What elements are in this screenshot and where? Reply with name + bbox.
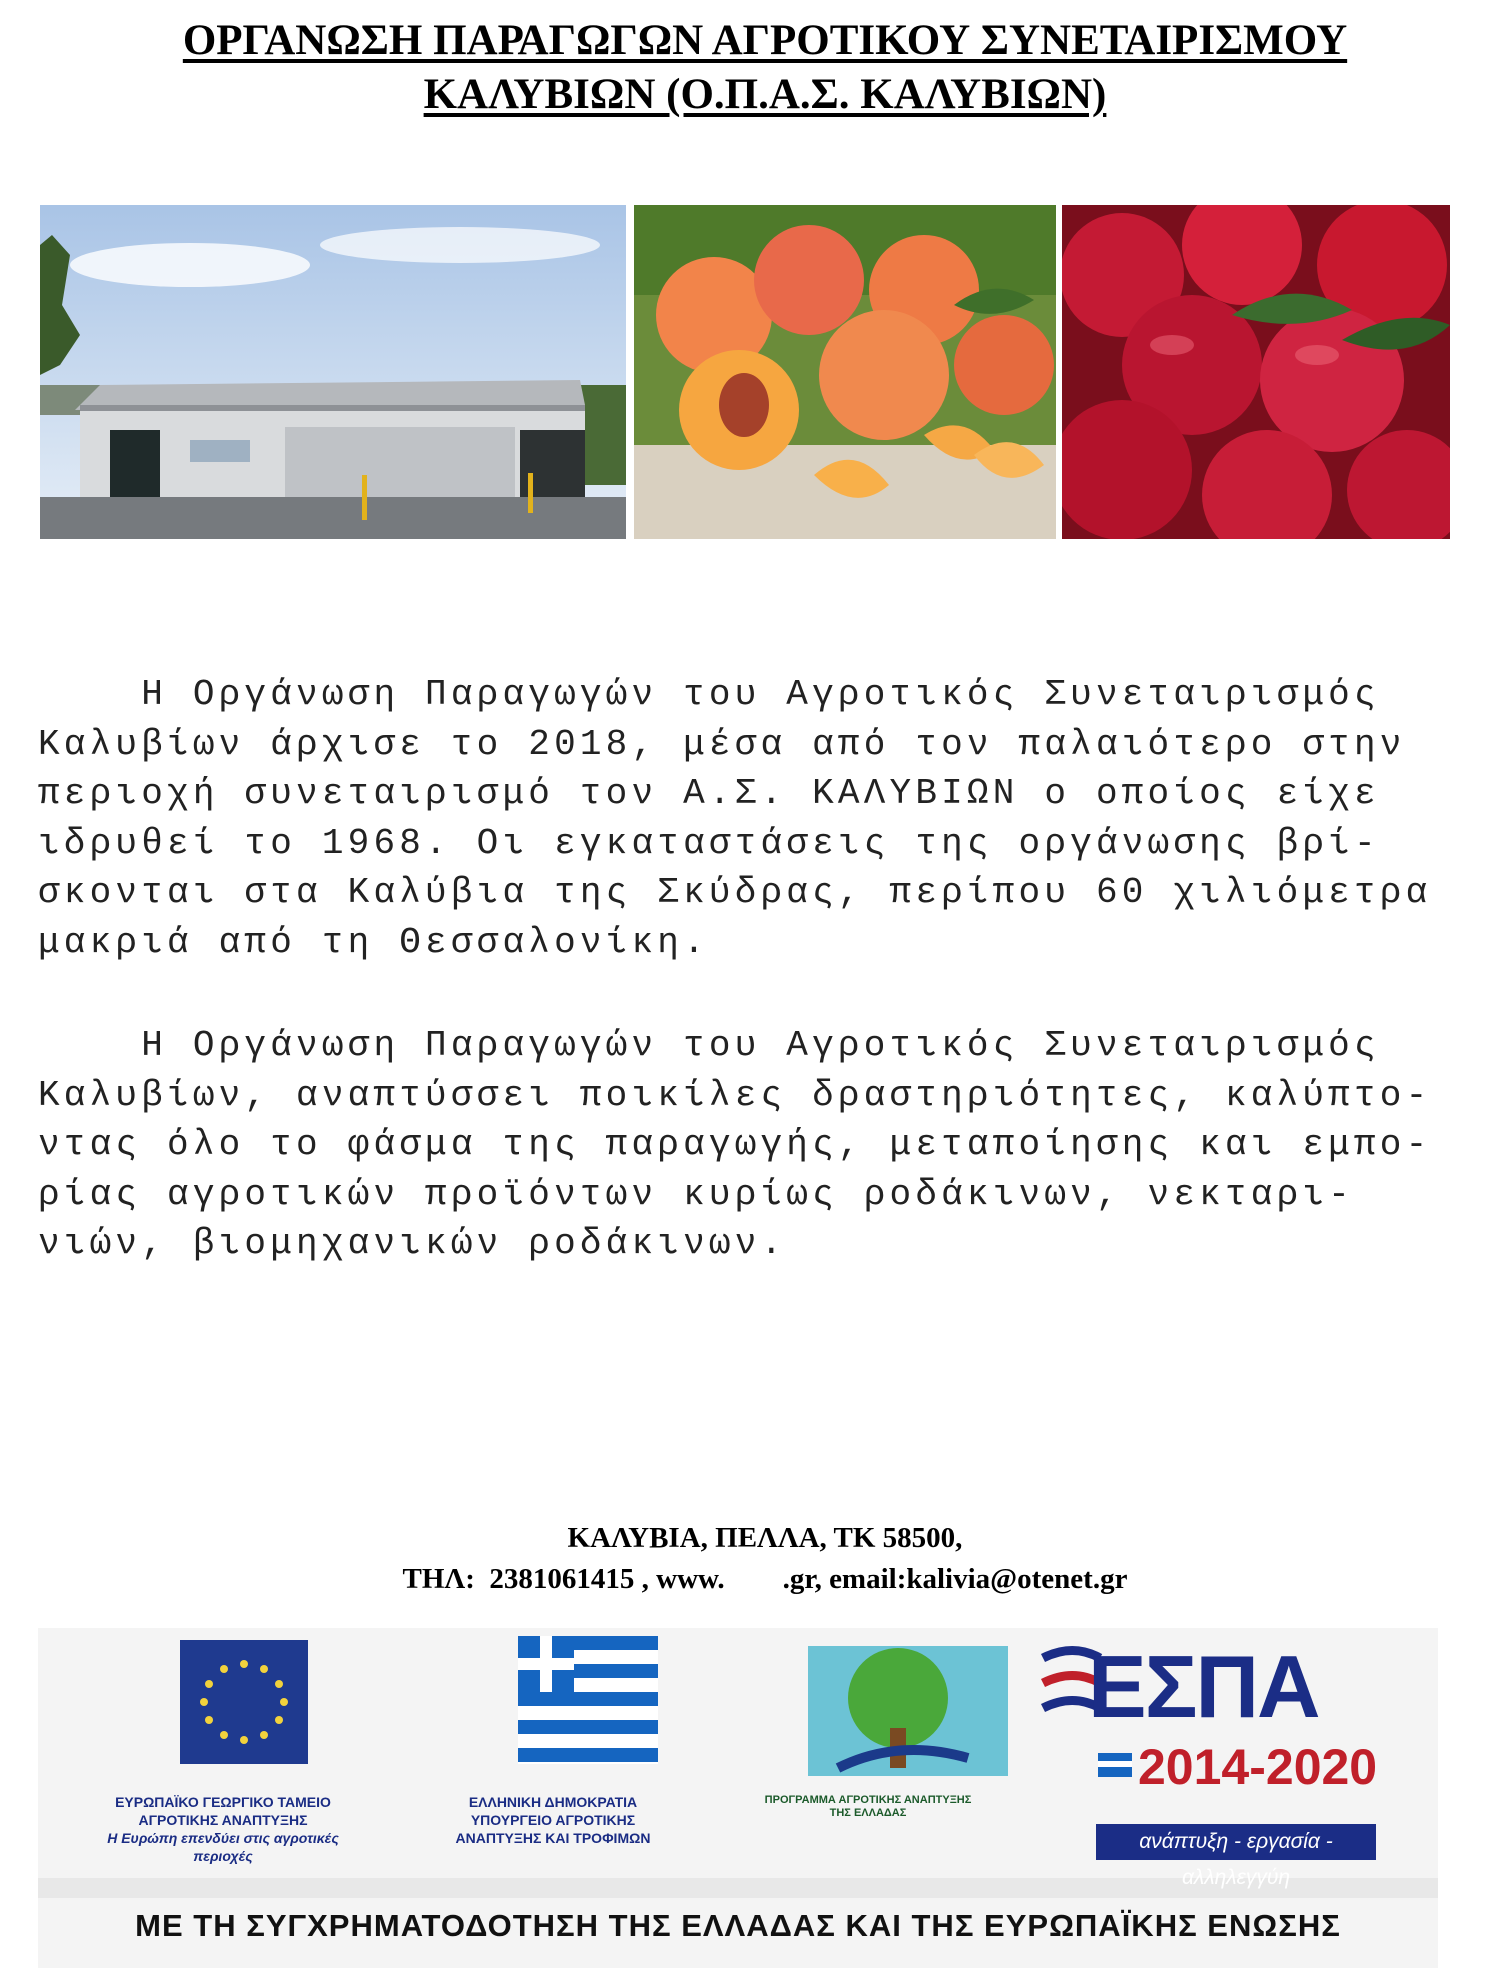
photo-strip	[40, 205, 1450, 539]
paragraph-line: Η Οργάνωση Παραγωγών του Αγροτικός Συνεταιρισμός	[38, 1025, 1380, 1066]
program-title: ΠΡΟΓΡΑΜΜΑ ΑΓΡΟΤΙΚΗΣ ΑΝΑΠΤΥΞΗΣ	[764, 1794, 972, 1806]
eu-fund-title: ΕΥΡΩΠΑΪΚΟ ΓΕΩΡΓΙΚΟ ΤΑΜΕΙΟ ΑΓΡΟΤΙΚΗΣ ΑΝΑΠΤΥΞΗΣ	[115, 1794, 331, 1828]
page-title	[0, 14, 1500, 122]
paragraph-line: σκονται στα Καλύβια της Σκύδρας, περίπου 60 χιλιόμετρα	[38, 872, 1432, 913]
title-line-2: ΚΑΛΥΒΙΩΝ (Ο.Π.Α.Σ. ΚΑΛΥΒΙΩΝ)	[423, 71, 1107, 118]
contact-address: ΚΑΛΥΒΙΑ, ΠΕΛΛΑ, ΤΚ 58500,	[567, 1522, 963, 1554]
greek-ministry-label	[428, 1793, 678, 1847]
peaches-photo	[634, 205, 1056, 539]
paragraph-line: Καλυβίων άρχισε το 2018, μέσα από τον παλαιότερο στην	[38, 723, 1406, 765]
paragraph-line: Η Οργάνωση Παραγωγών του Αγροτικός Συνεταιρισμός	[38, 674, 1380, 715]
paragraph-line: ντας όλο το φάσμα της παραγωγής, μεταποίησης και εμπο-	[38, 1124, 1432, 1165]
paragraph-line: περιοχή συνεταιρισμό τον Α.Σ. ΚΑΛΥΒΙΩΝ ο οποίος είχε	[38, 773, 1380, 814]
ministry-subtitle: ΥΠΟΥΡΓΕΙΟ ΑΓΡΟΤΙΚΗΣ ΑΝΑΠΤΥΞΗΣ ΚΑΙ ΤΡΟΦΙΜΩΝ	[455, 1812, 651, 1846]
greek-republic-title: ΕΛΛΗΝΙΚΗ ΔΗΜΟΚΡΑΤΙΑ	[468, 1794, 638, 1810]
activities-paragraph	[38, 1021, 1478, 1269]
eu-fund-subtitle: Η Ευρώπη επενδύει στις αγροτικές περιοχές	[107, 1830, 339, 1864]
rural-program-label	[753, 1794, 983, 1820]
paragraph-line: νιών, βιομηχανικών ροδάκινων.	[38, 1223, 787, 1264]
funding-banner	[38, 1628, 1438, 1968]
contact-phone-email: ΤΗΛ: 2381061415 , www. .gr, email:kalivia@otenet.gr	[402, 1563, 1128, 1595]
warehouse-photo	[40, 205, 626, 539]
eu-flag-icon	[180, 1640, 308, 1764]
espa-wordmark: ΕΣΠΑ	[1088, 1637, 1319, 1736]
greek-flag-icon	[518, 1636, 658, 1764]
title-line-1: ΟΡΓΑΝΩΣΗ ΠΑΡΑΓΩΓΩΝ ΑΓΡΟΤΙΚΟΥ ΣΥΝΕΤΑΙΡΙΣΜΟΥ	[182, 17, 1348, 64]
espa-slogan: ανάπτυξη - εργασία - αλληλεγγύη	[1096, 1824, 1376, 1860]
eu-fund-label	[78, 1793, 368, 1865]
rural-development-tree-icon	[808, 1646, 1008, 1776]
paragraph-line: μακριά από τη Θεσσαλονίκη.	[38, 921, 709, 963]
paragraph-line: Καλυβίων, αναπτύσσει ποικίλες δραστηριότητες, καλύπτο-	[38, 1074, 1432, 1116]
program-subtitle: ΤΗΣ ΕΛΛΑΔΑΣ	[829, 1807, 907, 1819]
paragraph-line: ιδρυθεί το 1968. Οι εγκαταστάσεις της οργάνωσης βρί-	[38, 822, 1380, 864]
paragraph-line: ρίας αγροτικών προϊόντων κυρίως ροδάκινων, νεκταρι-	[38, 1173, 1354, 1215]
nectarines-photo	[1062, 205, 1450, 539]
espa-years: 2014-2020	[1138, 1739, 1378, 1795]
cofunding-caption: ΜΕ ΤΗ ΣΥΓΧΡΗΜΑΤΟΔΟΤΗΣΗ ΤΗΣ ΕΛΛΑΔΑΣ ΚΑΙ ΤΗΣ ΕΥΡΩΠΑΪΚΗΣ ΕΝΩΣΗΣ	[135, 1908, 1341, 1943]
intro-paragraph	[38, 670, 1478, 967]
